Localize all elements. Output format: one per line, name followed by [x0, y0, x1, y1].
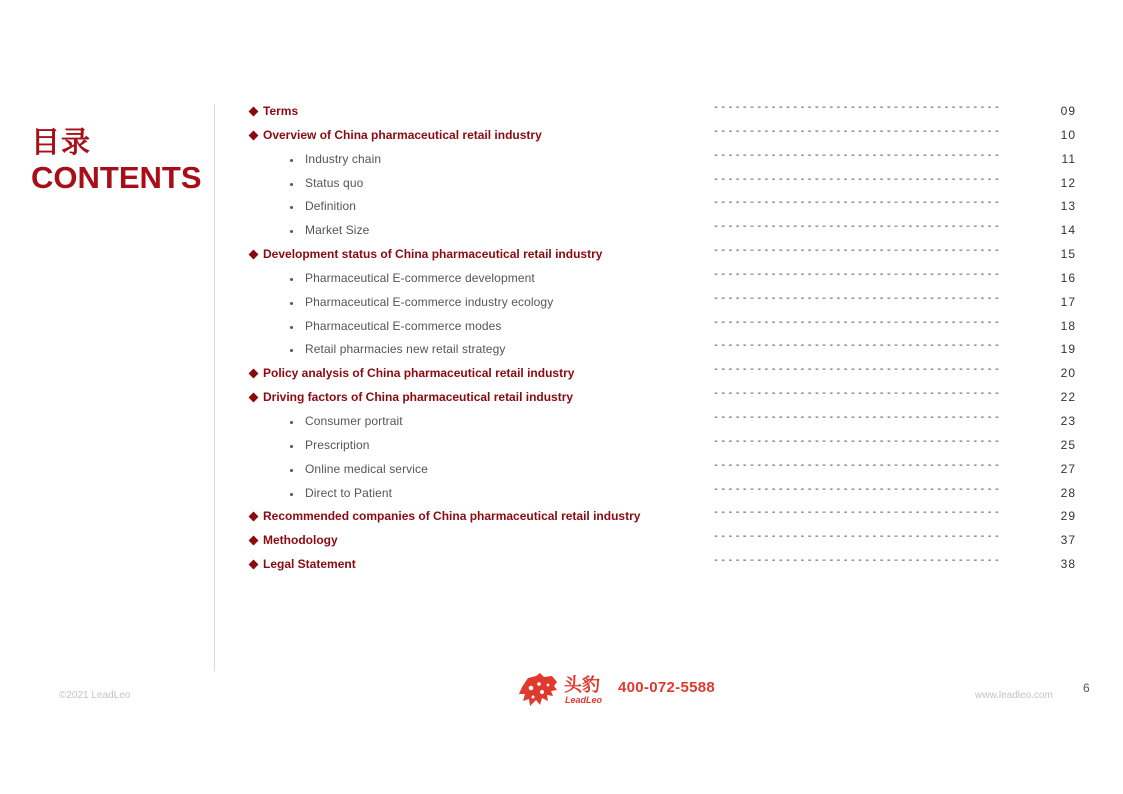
toc-subsection[interactable]	[248, 147, 1078, 171]
toc-subsection[interactable]	[248, 337, 1078, 361]
diamond-bullet-icon	[249, 560, 259, 570]
toc-section[interactable]	[248, 528, 1078, 552]
toc-subsection[interactable]	[248, 266, 1078, 290]
toc-subsection[interactable]	[248, 218, 1078, 242]
dot-leader: ----------------------------------------	[713, 389, 1002, 401]
toc-label: Development status of China pharmaceutical retail industry	[263, 247, 603, 262]
dot-leader: ----------------------------------------	[713, 317, 1002, 329]
toc-subsection[interactable]	[248, 433, 1078, 457]
leadleo-logo	[518, 671, 728, 709]
dot-leader: ----------------------------------------	[713, 532, 1002, 544]
dot-leader: ----------------------------------------	[713, 126, 1002, 138]
toc-subsection[interactable]	[248, 194, 1078, 218]
dot-bullet-icon	[290, 159, 293, 162]
dot-bullet-icon	[290, 326, 293, 329]
diamond-bullet-icon	[249, 130, 259, 140]
toc-label: Methodology	[263, 533, 338, 548]
toc-label: Terms	[263, 104, 299, 118]
toc-section[interactable]	[248, 242, 1078, 266]
toc-page-number: 25	[1060, 437, 1076, 452]
toc-page-number: 38	[1060, 557, 1076, 572]
copyright: ©2021 LeadLeo	[59, 690, 131, 701]
dot-bullet-icon	[290, 302, 293, 305]
toc-label: Driving factors of China pharmaceutical retail industry	[263, 390, 574, 405]
dot-leader: ----------------------------------------	[713, 412, 1002, 424]
diamond-bullet-icon	[249, 536, 259, 546]
toc-page-number: 18	[1060, 318, 1076, 333]
toc-label: Pharmaceutical E-commerce modes	[305, 318, 502, 333]
toc-label: Definition	[305, 199, 357, 214]
toc-label: Retail pharmacies new retail strategy	[305, 342, 506, 357]
toc-page-number: 14	[1060, 223, 1076, 238]
dot-bullet-icon	[290, 469, 293, 472]
toc-page-number: 22	[1060, 390, 1076, 405]
dot-leader: ----------------------------------------	[713, 293, 1002, 305]
hotline-number: 400-072-5588	[618, 679, 716, 696]
toc-label: Online medical service	[305, 461, 428, 476]
dot-leader: ----------------------------------------	[713, 198, 1002, 210]
logo-english-text: LeadLeo	[565, 695, 603, 705]
dot-leader: ----------------------------------------	[713, 222, 1002, 234]
dot-bullet-icon	[290, 349, 293, 352]
toc-page-number: 16	[1060, 270, 1076, 285]
dot-leader: ----------------------------------------	[713, 150, 1002, 162]
page-number: 6	[1083, 681, 1090, 695]
toc-section[interactable]	[248, 361, 1078, 385]
diamond-bullet-icon	[249, 250, 259, 260]
dot-leader: ----------------------------------------	[713, 556, 1002, 568]
toc-page-number: 27	[1060, 461, 1076, 476]
toc-label: Policy analysis of China pharmaceutical retail industry	[263, 366, 575, 381]
toc-section[interactable]	[248, 552, 1078, 576]
toc-label: Pharmaceutical E-commerce industry ecology	[305, 294, 554, 309]
vertical-divider	[214, 104, 215, 671]
toc-label: Recommended companies of China pharmaceutical retail industry	[263, 509, 641, 524]
toc-subsection[interactable]	[248, 457, 1078, 481]
toc-label: Overview of China pharmaceutical retail industry	[263, 127, 542, 142]
table-of-contents	[248, 99, 1078, 576]
toc-subsection[interactable]	[248, 481, 1078, 505]
dot-leader: ----------------------------------------	[713, 484, 1002, 496]
dot-leader: ----------------------------------------	[713, 460, 1002, 472]
contents-heading	[31, 124, 202, 196]
dot-leader: ----------------------------------------	[713, 103, 1002, 114]
toc-page-number: 37	[1060, 533, 1076, 548]
toc-section[interactable]	[248, 123, 1078, 147]
website-url: www.leadleo.com	[975, 690, 1053, 701]
dot-leader: ----------------------------------------	[713, 269, 1002, 281]
dot-leader: ----------------------------------------	[713, 508, 1002, 520]
toc-subsection[interactable]	[248, 290, 1078, 314]
dot-bullet-icon	[290, 278, 293, 281]
dot-bullet-icon	[290, 183, 293, 186]
toc-subsection[interactable]	[248, 314, 1078, 338]
toc-page-number: 11	[1061, 151, 1076, 166]
toc-page-number: 23	[1060, 413, 1076, 428]
dot-leader: ----------------------------------------	[713, 174, 1002, 186]
toc-page-number: 15	[1060, 247, 1076, 262]
toc-page-number: 09	[1060, 104, 1076, 118]
toc-label: Direct to Patient	[305, 485, 393, 500]
heading-english: CONTENTS	[31, 160, 202, 195]
diamond-bullet-icon	[249, 393, 259, 403]
toc-page-number: 20	[1060, 366, 1076, 381]
dot-leader: ----------------------------------------	[713, 436, 1002, 448]
toc-label: Prescription	[305, 437, 370, 452]
diamond-bullet-icon	[249, 107, 259, 117]
toc-label: Pharmaceutical E-commerce development	[305, 270, 535, 285]
toc-label: Industry chain	[305, 151, 382, 166]
toc-section[interactable]	[248, 504, 1078, 528]
toc-label: Consumer portrait	[305, 413, 403, 428]
dot-bullet-icon	[290, 421, 293, 424]
dot-leader: ----------------------------------------	[713, 365, 1002, 377]
dot-leader: ----------------------------------------	[713, 246, 1002, 258]
heading-chinese: 目录	[31, 125, 92, 159]
toc-label: Market Size	[305, 223, 370, 238]
toc-section[interactable]	[248, 385, 1078, 409]
leopard-logo-icon	[518, 673, 558, 709]
toc-page-number: 13	[1060, 199, 1076, 214]
toc-subsection[interactable]	[248, 409, 1078, 433]
toc-subsection[interactable]	[248, 171, 1078, 195]
dot-leader: ----------------------------------------	[713, 341, 1002, 353]
toc-page-number: 29	[1060, 509, 1076, 524]
logo-chinese-text: 头豹	[564, 675, 600, 696]
dot-bullet-icon	[290, 493, 293, 496]
toc-page-number: 17	[1060, 294, 1076, 309]
dot-bullet-icon	[290, 445, 293, 448]
dot-bullet-icon	[290, 230, 293, 233]
dot-bullet-icon	[290, 206, 293, 209]
toc-label: Legal Statement	[263, 557, 356, 572]
diamond-bullet-icon	[249, 369, 259, 379]
toc-page-number: 19	[1060, 342, 1076, 357]
toc-label: Status quo	[305, 175, 364, 190]
diamond-bullet-icon	[249, 512, 259, 522]
toc-page-number: 12	[1060, 175, 1076, 190]
toc-section[interactable]	[248, 99, 1078, 123]
toc-page-number: 28	[1060, 485, 1076, 500]
toc-page-number: 10	[1060, 127, 1076, 142]
